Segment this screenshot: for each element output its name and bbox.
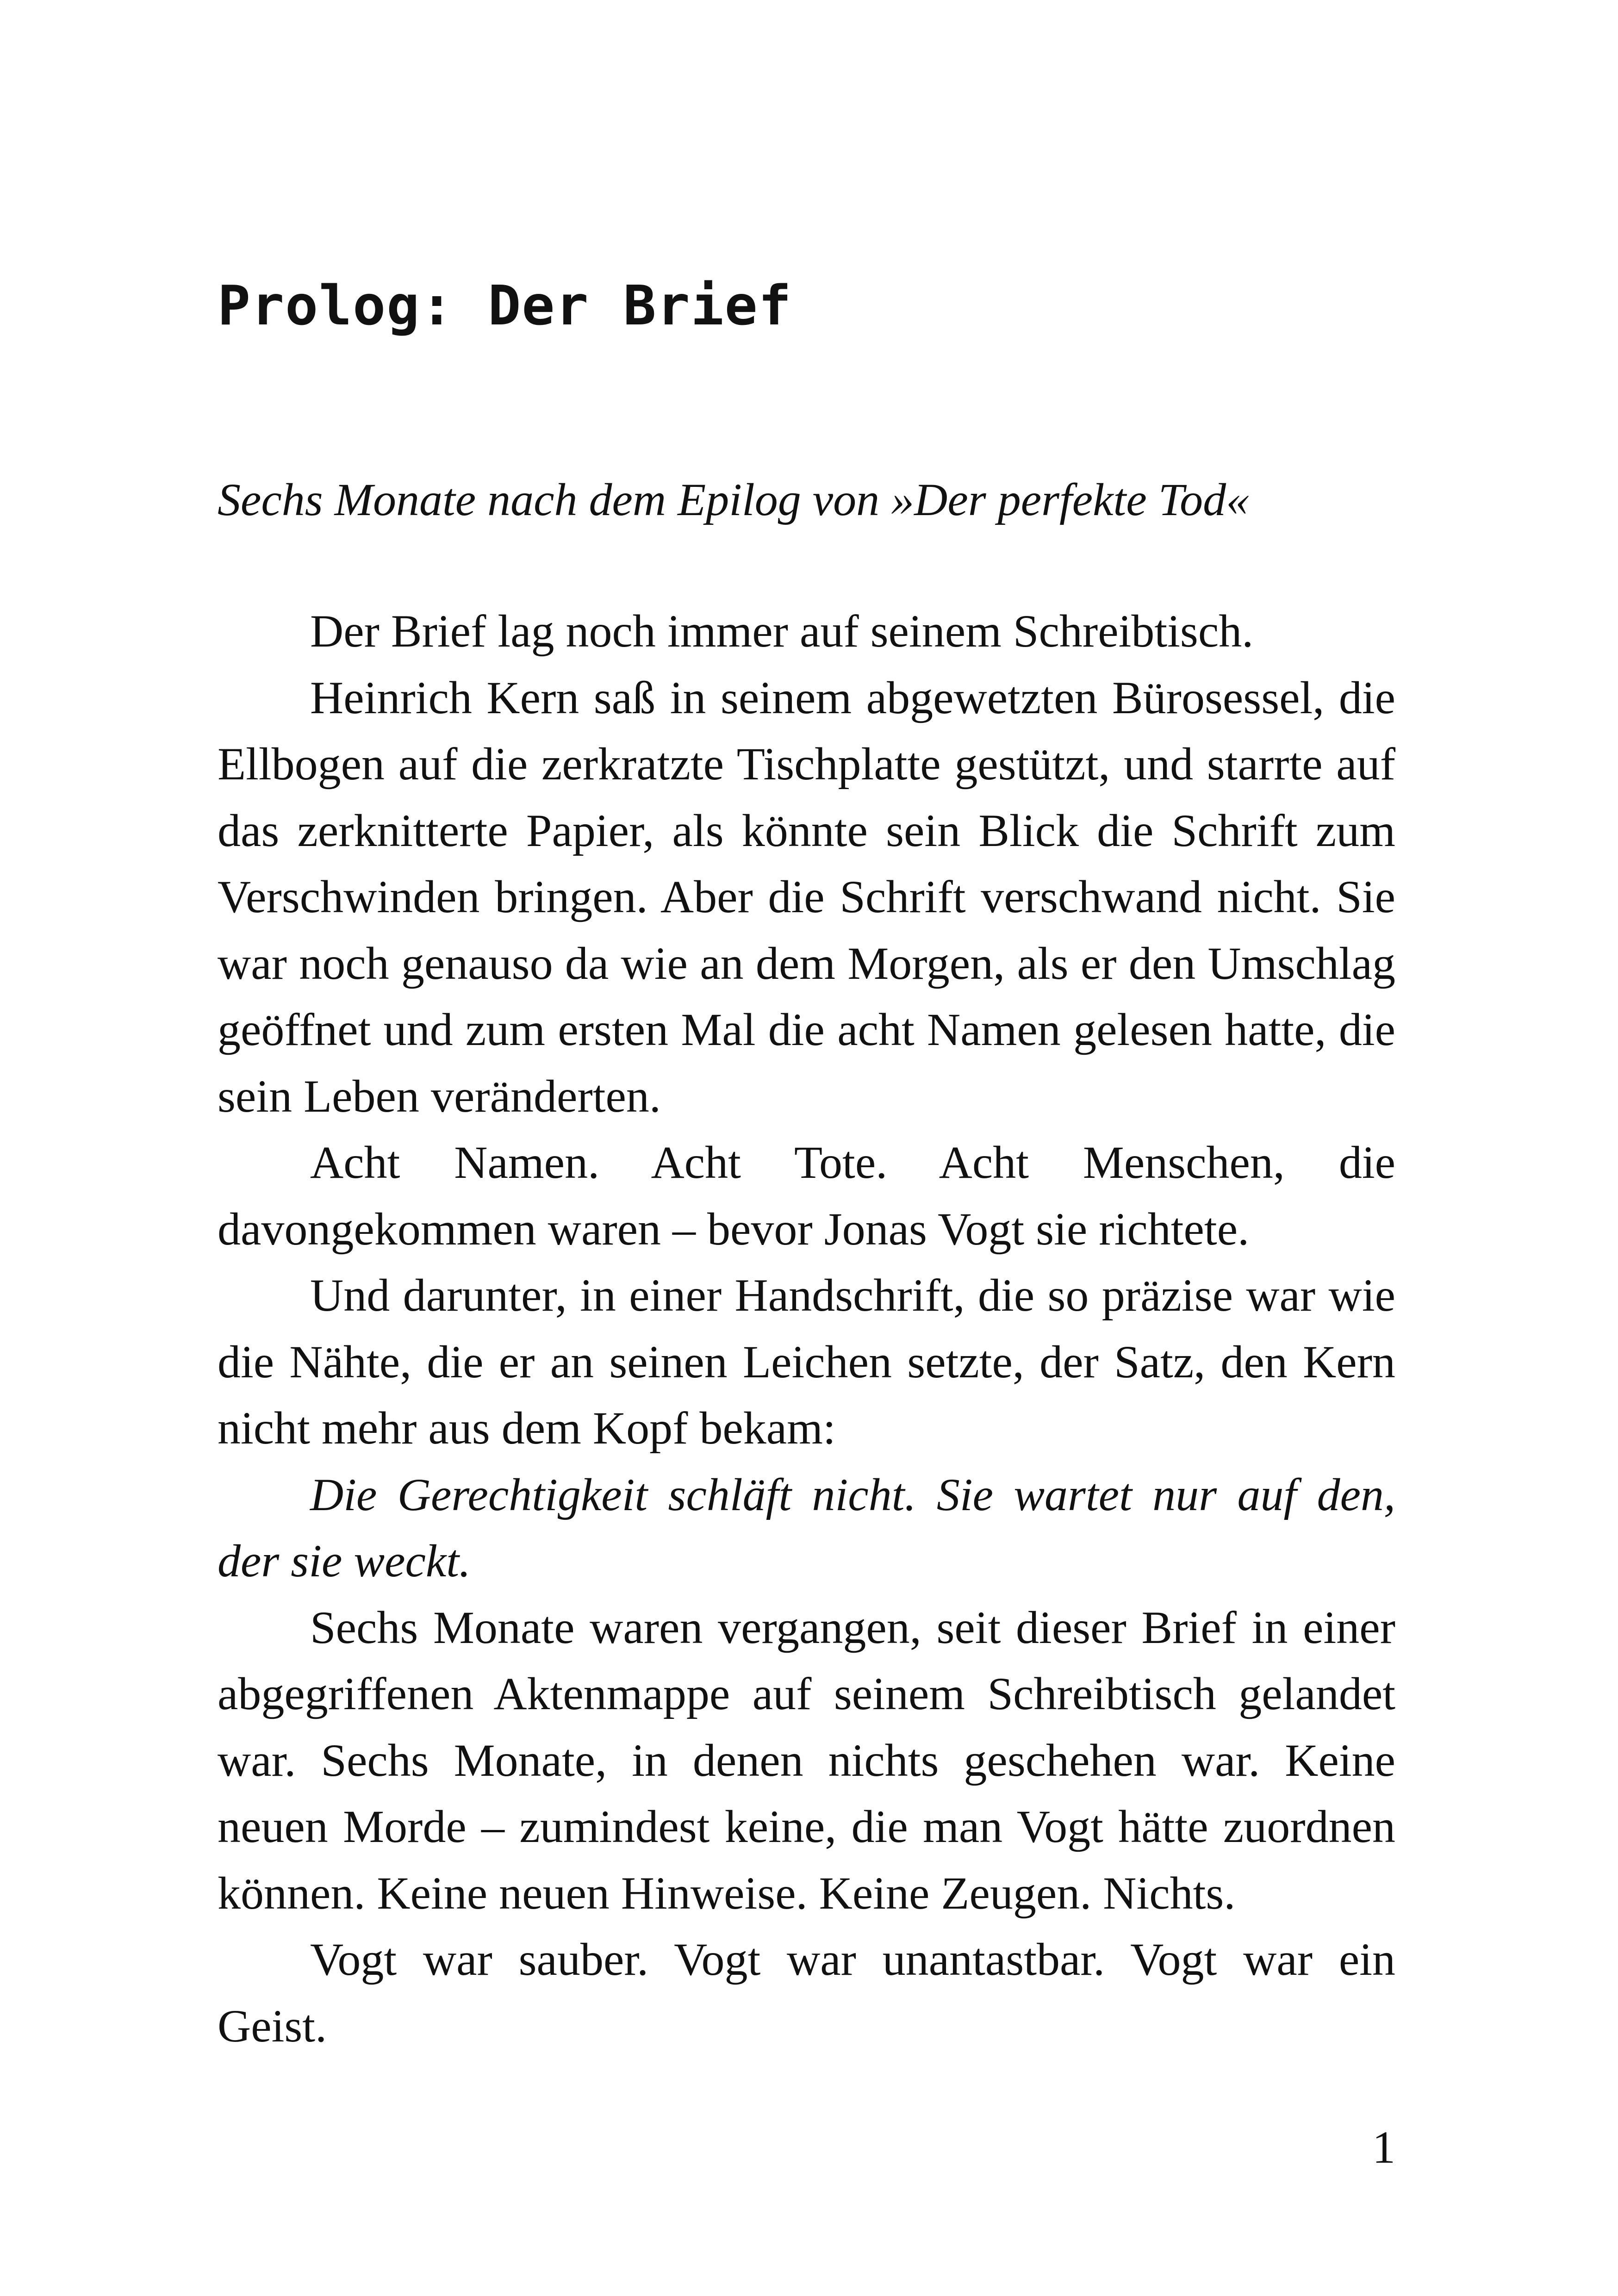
paragraph: Der Brief lag noch immer auf seinem Schreibtisch. xyxy=(310,605,1254,657)
chapter-title: Prolog: Der Brief xyxy=(218,274,792,337)
paragraph: Vogt war sauber. Vogt war unantastbar. Vogt war ein Geist. xyxy=(218,1934,1395,2052)
paragraph: Sechs Monate waren vergangen, seit dieser Brief in einer abgegriffenen Aktenmappe auf seinem Schreibtisch gelandet war. Sechs Monate, in denen nichts geschehen war. Keine neuen Morde – zumindest keine, die man Vogt hätte zuordnen können. Keine neuen Hinweise. Keine Zeugen. Nichts. xyxy=(218,1601,1395,1919)
page-number: 1 xyxy=(1372,2122,1395,2173)
quoted-sentence: Die Gerechtigkeit schläft nicht. Sie wartet nur auf den, der sie weckt. xyxy=(218,1468,1395,1587)
paragraph: Und darunter, in einer Handschrift, die so präzise war wie die Nähte, die er an seinen Leichen setzte, der Satz, den Kern nicht mehr aus dem Kopf bekam: xyxy=(218,1269,1395,1454)
body-text xyxy=(218,598,1395,2059)
paragraph: Acht Namen. Acht Tote. Acht Menschen, die davongekommen waren – bevor Jonas Vogt sie richtete. xyxy=(218,1137,1395,1255)
paragraph: Heinrich Kern saß in seinem abgewetzten Bürosessel, die Ellbogen auf die zerkratzte Tischplatte gestützt, und starrte auf das zerknitterte Papier, als könnte sein Blick die Schrift zum Verschwinden bringen. Aber die Schrift verschwand nicht. Sie war noch genauso da wie an dem Morgen, als er den Umschlag geöffnet und zum ersten Mal die acht Namen gelesen hatte, die sein Leben veränderten. xyxy=(218,672,1395,1122)
chapter-subtitle: Sechs Monate nach dem Epilog von »Der perfekte Tod« xyxy=(218,474,1250,525)
